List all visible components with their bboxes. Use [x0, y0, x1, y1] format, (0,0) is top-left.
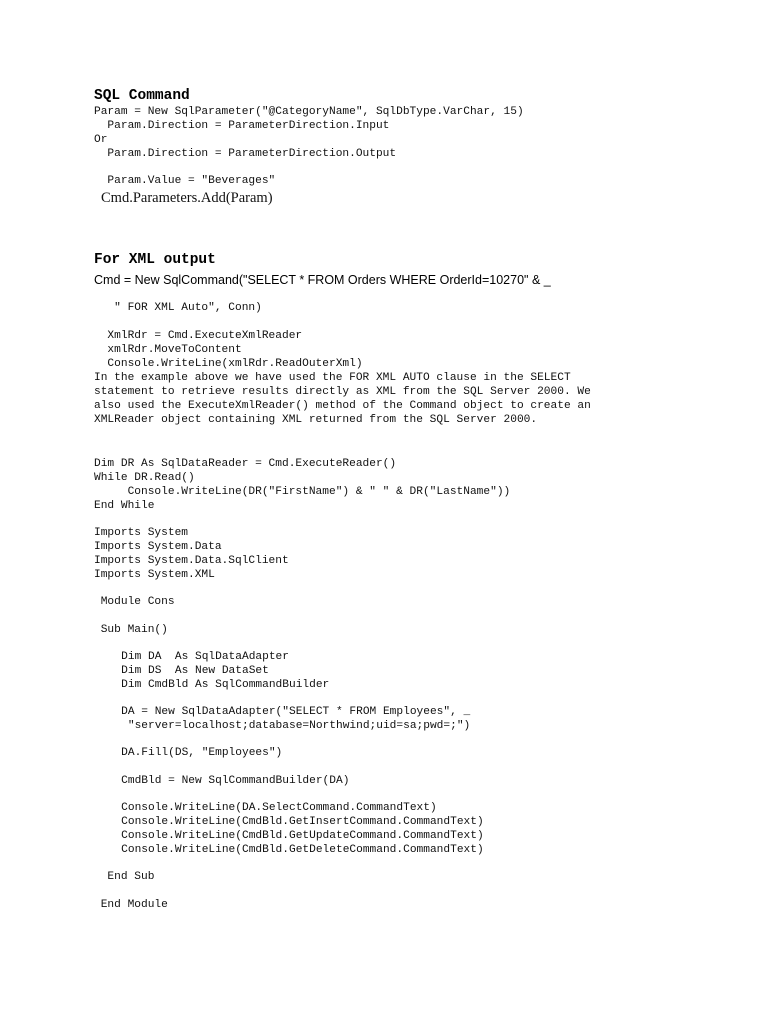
code-line: Imports System.Data.SqlClient	[94, 555, 289, 567]
code-line: "server=localhost;database=Northwind;uid=sa;pwd=;")	[101, 720, 471, 732]
code-line: Console.WriteLine(CmdBld.GetDeleteCommand.CommandText)	[101, 844, 484, 856]
paragraph-line: In the example above we have used the FOR XML AUTO clause in the SELECT	[94, 372, 571, 384]
code-line: CmdBld = New SqlCommandBuilder(DA)	[101, 775, 350, 787]
code-line: End While	[94, 500, 155, 512]
code-line: DA.Fill(DS, "Employees")	[101, 747, 283, 759]
sql-command-heading: SQL Command	[94, 88, 190, 104]
sqlcommand-line: Cmd = New SqlCommand("SELECT * FROM Orders WHERE OrderId=10270" & _	[94, 273, 551, 287]
paragraph-line: also used the ExecuteXmlReader() method of the Command object to create an	[94, 400, 591, 412]
code-line: " FOR XML Auto", Conn)	[94, 302, 262, 314]
paragraph-line: statement to retrieve results directly as XML from the SQL Server 2000. We	[94, 386, 591, 398]
code-line: Sub Main()	[94, 624, 168, 636]
code-line: Or	[94, 134, 108, 146]
code-line: Module Cons	[94, 596, 175, 608]
code-line: Dim CmdBld As SqlCommandBuilder	[101, 679, 330, 691]
code-line: Param.Value = "Beverages"	[94, 175, 276, 187]
code-line: Console.WriteLine(CmdBld.GetUpdateCommand.CommandText)	[101, 830, 484, 842]
code-line: Console.WriteLine(xmlRdr.ReadOuterXml)	[94, 358, 363, 370]
code-line: Param.Direction = ParameterDirection.Output	[94, 148, 397, 160]
code-line: Dim DA As SqlDataAdapter	[101, 651, 289, 663]
code-line: Imports System.XML	[94, 569, 215, 581]
code-line: Imports System	[94, 527, 188, 539]
add-param-line: Cmd.Parameters.Add(Param)	[101, 190, 273, 206]
paragraph-line: XMLReader object containing XML returned from the SQL Server 2000.	[94, 414, 538, 426]
code-line: Param = New SqlParameter("@CategoryName", SqlDbType.VarChar, 15)	[94, 106, 524, 118]
code-line: Console.WriteLine(CmdBld.GetInsertCommand.CommandText)	[101, 816, 484, 828]
code-line: End Module	[94, 899, 168, 911]
code-line: Dim DR As SqlDataReader = Cmd.ExecuteReader()	[94, 458, 397, 470]
code-line: xmlRdr.MoveToContent	[94, 344, 242, 356]
code-line: XmlRdr = Cmd.ExecuteXmlReader	[94, 330, 303, 342]
code-line: Console.WriteLine(DA.SelectCommand.CommandText)	[101, 802, 437, 814]
code-line: DA = New SqlDataAdapter("SELECT * FROM Employees", _	[101, 706, 471, 718]
code-line: Console.WriteLine(DR("FirstName") & " " & DR("LastName"))	[94, 486, 511, 498]
code-line: Dim DS As New DataSet	[101, 665, 269, 677]
xml-output-heading: For XML output	[94, 252, 216, 268]
code-line: End Sub	[94, 871, 155, 883]
code-line: Param.Direction = ParameterDirection.Input	[94, 120, 390, 132]
code-line: While DR.Read()	[94, 472, 195, 484]
code-line: Imports System.Data	[94, 541, 222, 553]
